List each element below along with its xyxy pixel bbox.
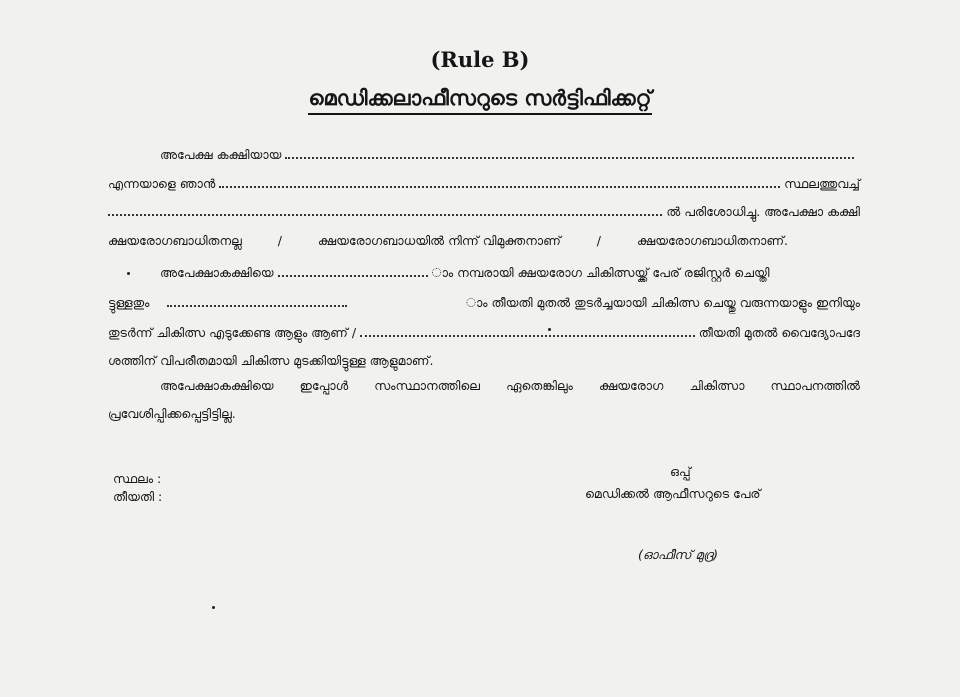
date-field-label: തീയതി : bbox=[113, 489, 163, 504]
status-not-affected: ക്ഷയരോഗബാധിതനല്ല bbox=[108, 233, 242, 248]
treatment-start-line bbox=[108, 295, 860, 311]
scan-speck bbox=[212, 606, 215, 609]
place-field-label: സ്ഥലം : bbox=[113, 471, 162, 486]
certificate-title bbox=[0, 86, 960, 111]
date-blank bbox=[108, 212, 662, 216]
status-affected: ക്ഷയരോഗബാധിതനാണ്. bbox=[636, 233, 789, 248]
examined-label: ൽ പരിശോധിച്ചു. അപേക്ഷാ കക്ഷി bbox=[666, 204, 860, 219]
discontinued-date-blank bbox=[360, 333, 695, 337]
status-separator: / bbox=[277, 233, 282, 248]
examined-by-label: എന്നയാളെ ഞാൻ bbox=[108, 176, 216, 191]
admission-line: അപേക്ഷാകക്ഷിയെ ഇപ്പോൾ സംസ്ഥാനത്തിലെ ഏതെങ്കിലും ക്ഷയരോഗ ചികിത്സാ സ്ഥാപനത്തിൽ bbox=[160, 378, 860, 393]
applicant-label-2: അപേക്ഷാകക്ഷിയെ bbox=[160, 265, 274, 280]
signature-label: ഒപ്പ് bbox=[670, 464, 691, 479]
registration-line bbox=[160, 265, 858, 281]
scan-speck bbox=[127, 272, 130, 275]
office-seal-label: (ഓഫീസ് മുദ്ര) bbox=[638, 547, 719, 562]
continuation-text: തുടർന്ന് ചികിത്സ എടുക്കേണ്ട ആളും ആണ് / bbox=[108, 325, 357, 340]
registration-text: ാം നമ്പരായി ക്ഷയരോഗ ചികിത്സയ്ക്ക് പേര് രജിസ്റ്റർ ചെയ്തി bbox=[431, 265, 770, 280]
scan-speck bbox=[548, 328, 551, 331]
examination-date-line bbox=[108, 204, 860, 220]
place-blank bbox=[219, 184, 780, 188]
admission-line-end: പ്രവേശിപ്പിക്കപ്പെട്ടിട്ടില്ല. bbox=[108, 406, 236, 421]
medical-advice-text: തീയതി മുതൽ വൈദ്യോപദേ bbox=[698, 325, 860, 340]
treatment-continuation-line bbox=[108, 325, 860, 341]
rule-heading: (Rule B) bbox=[430, 47, 530, 72]
applicant-name-line bbox=[160, 147, 858, 163]
applicant-name-blank bbox=[285, 155, 854, 159]
treatment-date-blank bbox=[167, 303, 347, 307]
discontinued-line: ശത്തിന് വിപരീതമായി ചികിത്സ മുടക്കിയിട്ടുള്ള ആളുമാണ്. bbox=[108, 353, 434, 368]
examination-place-line bbox=[108, 176, 860, 192]
officer-name-label: മെഡിക്കൽ ആഫീസറുടെ പേര് bbox=[585, 486, 761, 501]
status-cured: ക്ഷയരോഗബാധയിൽ നിന്ന് വിമുക്തനാണ് bbox=[317, 233, 561, 248]
certificate-title-text: മെഡിക്കലാഫീസറുടെ സർട്ടിഫിക്കറ്റ് bbox=[308, 86, 651, 115]
applicant-label: അപേക്ഷ കക്ഷിയായ bbox=[160, 147, 282, 162]
registration-number-blank bbox=[278, 273, 428, 277]
registered-label: ട്ടുള്ളതും bbox=[108, 295, 150, 310]
treatment-text: ാം തീയതി മുതൽ തുടർച്ചയായി ചികിത്സ ചെയ്തു വരുന്നയാളും ഇനിയും bbox=[465, 295, 860, 310]
place-label: സ്ഥലത്തുവച്ച് bbox=[784, 176, 860, 191]
status-separator: / bbox=[596, 233, 601, 248]
tb-status-line bbox=[108, 233, 788, 249]
